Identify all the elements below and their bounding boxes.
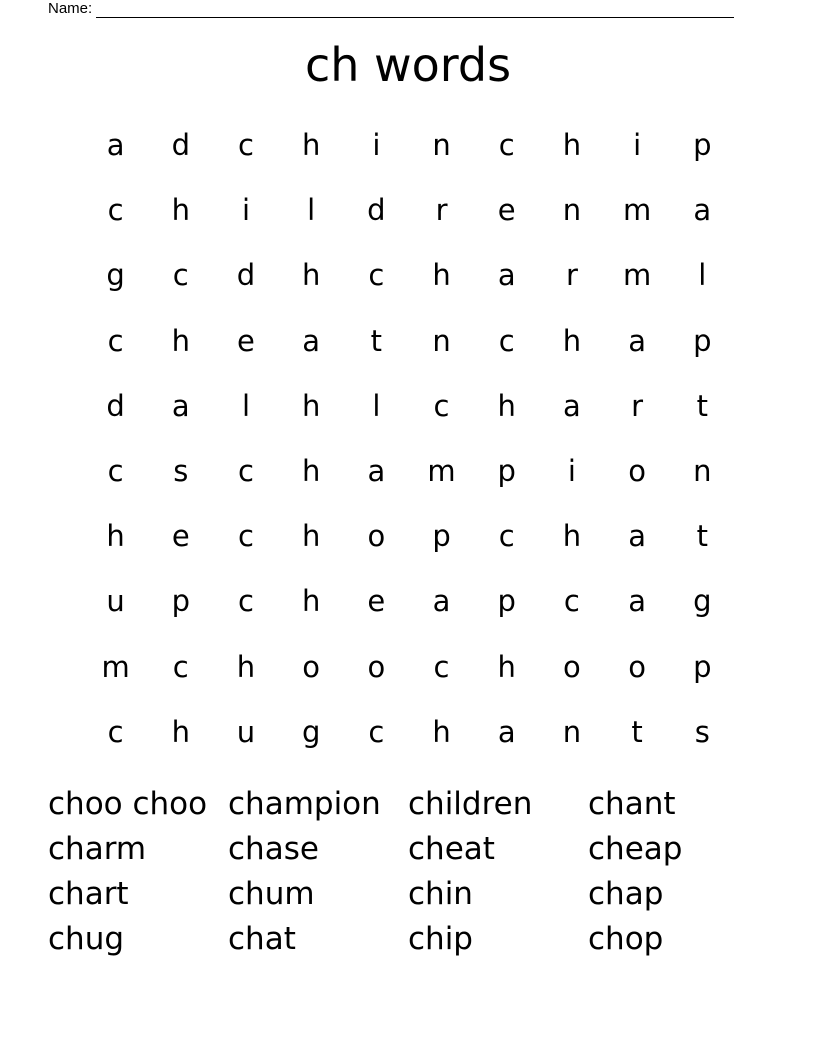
- grid-letter[interactable]: e: [367, 584, 386, 619]
- word-bank-item: chant: [588, 786, 676, 822]
- grid-letter[interactable]: h: [497, 388, 516, 423]
- word-bank-item: chug: [48, 921, 125, 957]
- grid-letter[interactable]: d: [106, 388, 125, 423]
- grid-letter[interactable]: m: [427, 454, 456, 489]
- grid-letter[interactable]: a: [563, 388, 581, 423]
- grid-letter[interactable]: o: [563, 649, 581, 684]
- grid-letter[interactable]: d: [236, 258, 256, 293]
- grid-letter[interactable]: a: [628, 323, 646, 358]
- grid-letter[interactable]: h: [301, 258, 321, 293]
- grid-letter[interactable]: p: [497, 584, 516, 619]
- grid-letter[interactable]: l: [307, 193, 316, 228]
- word-bank-item: charm: [48, 831, 147, 867]
- grid-letter[interactable]: a: [628, 519, 646, 554]
- grid-letter[interactable]: e: [237, 323, 255, 358]
- word-bank-item: chase: [228, 831, 319, 867]
- word-bank: [48, 782, 768, 962]
- grid-letter[interactable]: l: [241, 388, 250, 423]
- grid-letter[interactable]: u: [236, 714, 256, 749]
- grid-letter[interactable]: g: [301, 714, 321, 749]
- grid-letter[interactable]: r: [435, 193, 448, 228]
- grid-letter[interactable]: e: [497, 193, 516, 228]
- grid-letter[interactable]: d: [367, 193, 386, 228]
- grid-letter[interactable]: l: [698, 258, 707, 293]
- grid-letter[interactable]: n: [562, 714, 582, 749]
- grid-letter[interactable]: e: [171, 519, 190, 554]
- name-blank-line[interactable]: [96, 2, 734, 18]
- grid-letter[interactable]: p: [171, 584, 190, 619]
- grid-letter[interactable]: a: [432, 584, 451, 619]
- grid-letter[interactable]: a: [106, 128, 125, 163]
- grid-letter[interactable]: a: [497, 258, 516, 293]
- grid-letter[interactable]: o: [628, 649, 646, 684]
- grid-letter[interactable]: c: [498, 128, 515, 163]
- grid-letter[interactable]: c: [172, 649, 189, 684]
- grid-letter[interactable]: g: [106, 258, 125, 293]
- grid-letter[interactable]: c: [237, 519, 254, 554]
- word-bank-item: chart: [48, 876, 129, 912]
- word-bank-item: chin: [408, 876, 473, 912]
- grid-letter[interactable]: h: [562, 128, 582, 163]
- grid-letter[interactable]: p: [693, 128, 712, 163]
- grid-letter[interactable]: c: [237, 128, 254, 163]
- grid-letter[interactable]: c: [433, 388, 450, 423]
- grid-letter[interactable]: t: [696, 388, 708, 423]
- grid-letter[interactable]: a: [628, 584, 646, 619]
- name-field[interactable]: [48, 0, 734, 18]
- grid-letter[interactable]: o: [367, 649, 386, 684]
- grid-letter[interactable]: p: [497, 454, 516, 489]
- grid-letter[interactable]: d: [171, 128, 190, 163]
- grid-letter[interactable]: h: [562, 323, 582, 358]
- grid-letter[interactable]: m: [101, 649, 130, 684]
- grid-letter[interactable]: l: [372, 388, 381, 423]
- grid-letter[interactable]: a: [171, 388, 190, 423]
- grid-letter[interactable]: c: [237, 584, 254, 619]
- grid-letter[interactable]: h: [301, 454, 321, 489]
- grid-letter[interactable]: h: [301, 388, 321, 423]
- grid-letter[interactable]: h: [497, 649, 516, 684]
- word-bank-item: chat: [228, 921, 296, 957]
- grid-letter[interactable]: h: [236, 649, 256, 684]
- grid-letter[interactable]: m: [622, 258, 652, 293]
- grid-letter[interactable]: h: [106, 519, 125, 554]
- grid-letter[interactable]: c: [107, 454, 124, 489]
- grid-letter[interactable]: i: [372, 128, 381, 163]
- grid-letter[interactable]: h: [171, 714, 190, 749]
- grid-letter[interactable]: c: [368, 714, 385, 749]
- grid-letter[interactable]: c: [237, 454, 254, 489]
- name-label: Name:: [48, 0, 93, 17]
- grid-letter[interactable]: o: [628, 454, 646, 489]
- word-bank-item: choo choo: [48, 786, 208, 822]
- letter-grid: [83, 113, 735, 765]
- word-bank-item: champion: [228, 786, 381, 822]
- grid-letter[interactable]: h: [301, 128, 321, 163]
- grid-letter[interactable]: h: [171, 323, 190, 358]
- word-bank-item: chap: [588, 876, 664, 912]
- grid-letter[interactable]: h: [432, 258, 451, 293]
- grid-letter[interactable]: h: [171, 193, 190, 228]
- grid-letter[interactable]: c: [368, 258, 385, 293]
- word-bank-item: chum: [228, 876, 315, 912]
- grid-letter[interactable]: a: [497, 714, 516, 749]
- grid-letter[interactable]: n: [562, 193, 582, 228]
- word-bank-item: chip: [408, 921, 473, 957]
- grid-letter[interactable]: o: [302, 649, 321, 684]
- grid-letter[interactable]: c: [107, 323, 124, 358]
- grid-letter[interactable]: p: [693, 323, 712, 358]
- grid-letter[interactable]: c: [498, 519, 515, 554]
- grid-letter[interactable]: c: [563, 584, 580, 619]
- grid-letter[interactable]: a: [367, 454, 386, 489]
- grid-letter[interactable]: i: [241, 193, 250, 228]
- grid-letter[interactable]: r: [631, 388, 644, 423]
- grid-letter[interactable]: c: [107, 193, 124, 228]
- grid-letter[interactable]: i: [567, 454, 576, 489]
- grid-letter[interactable]: n: [432, 323, 451, 358]
- word-bank-item: children: [408, 786, 533, 822]
- grid-letter[interactable]: h: [301, 584, 321, 619]
- worksheet-title: ch words: [304, 38, 512, 92]
- word-bank-item: chop: [588, 921, 664, 957]
- word-bank-item: cheat: [408, 831, 495, 867]
- grid-letter[interactable]: c: [172, 258, 189, 293]
- grid-letter[interactable]: g: [693, 584, 712, 619]
- grid-letter[interactable]: c: [433, 649, 450, 684]
- grid-letter[interactable]: p: [693, 649, 712, 684]
- grid-letter[interactable]: p: [432, 519, 451, 554]
- grid-letter[interactable]: a: [693, 193, 712, 228]
- grid-letter[interactable]: a: [302, 323, 321, 358]
- grid-letter[interactable]: u: [106, 584, 125, 619]
- grid-letter[interactable]: s: [173, 454, 189, 489]
- grid-letter[interactable]: o: [367, 519, 386, 554]
- grid-letter[interactable]: h: [562, 519, 582, 554]
- grid-letter[interactable]: c: [107, 714, 124, 749]
- grid-letter[interactable]: h: [301, 519, 321, 554]
- grid-letter[interactable]: m: [622, 193, 652, 228]
- grid-letter[interactable]: r: [565, 258, 578, 293]
- grid-letter[interactable]: c: [498, 323, 515, 358]
- grid-letter[interactable]: t: [696, 519, 708, 554]
- grid-letter[interactable]: t: [370, 323, 383, 358]
- grid-letter[interactable]: i: [633, 128, 642, 163]
- word-bank-item: cheap: [588, 831, 683, 867]
- grid-letter[interactable]: n: [693, 454, 712, 489]
- grid-letter[interactable]: h: [432, 714, 451, 749]
- grid-letter[interactable]: t: [631, 714, 643, 749]
- grid-letter[interactable]: s: [694, 714, 710, 749]
- grid-letter[interactable]: n: [432, 128, 451, 163]
